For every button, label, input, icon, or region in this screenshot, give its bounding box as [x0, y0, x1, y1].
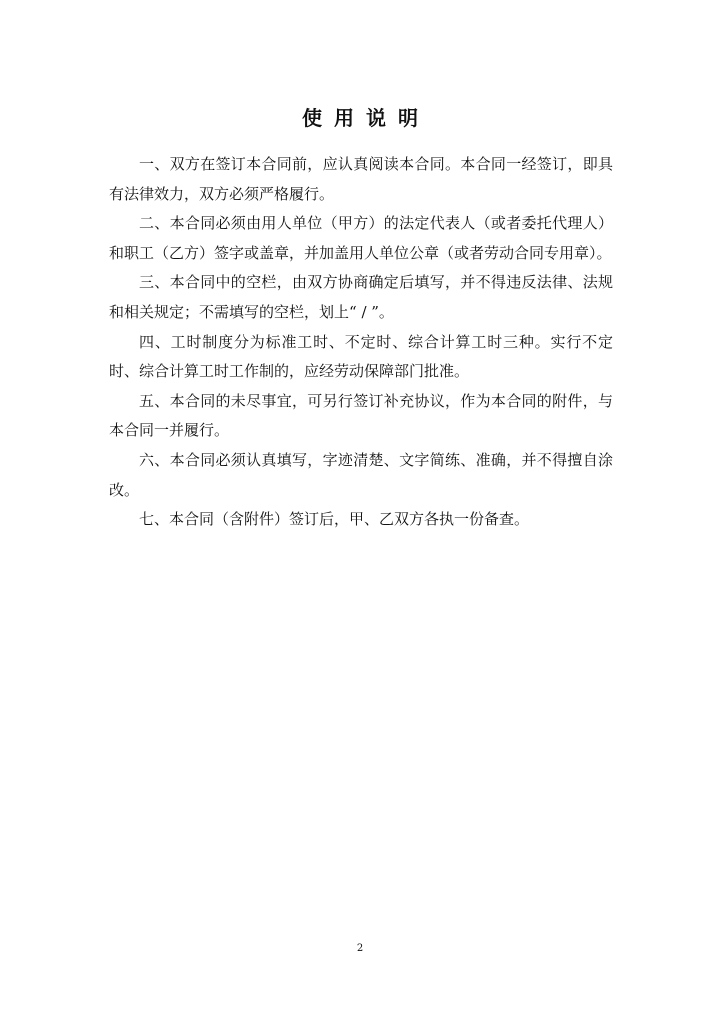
- page-title: 使用说明: [302, 106, 430, 130]
- instructions-body: [109, 150, 613, 535]
- instruction-paragraph-6: 六、本合同必须认真填写，字迹清楚、文字简练、准确，并不得擅自涂改。: [109, 450, 613, 499]
- instruction-paragraph-3: 三、本合同中的空栏，由双方协商确定后填写，并不得违反法律、法规和相关规定；不需填写的空栏，划上“ / ”。: [109, 273, 613, 321]
- page-number: 2: [356, 943, 364, 954]
- instruction-paragraph-1: 一、双方在签订本合同前，应认真阅读本合同。本合同一经签订，即具有法律效力，双方必须严格履行。: [109, 155, 613, 203]
- instruction-paragraph-4: 四、工时制度分为标准工时、不定时、综合计算工时三种。实行不定时、综合计算工时工作制的，应经劳动保障部门批准。: [109, 332, 613, 381]
- instruction-paragraph-7: 七、本合同（含附件）签订后，甲、乙双方各执一份备查。: [139, 510, 530, 529]
- instruction-paragraph-5: 五、本合同的未尽事宜，可另行签订补充协议，作为本合同的附件，与本合同一并履行。: [109, 391, 613, 440]
- instruction-paragraph-2: 二、本合同必须由用人单位（甲方）的法定代表人（或者委托代理人）和职工（乙方）签字或盖章，并加盖用人单位公章（或者劳动合同专用章）。: [109, 214, 613, 262]
